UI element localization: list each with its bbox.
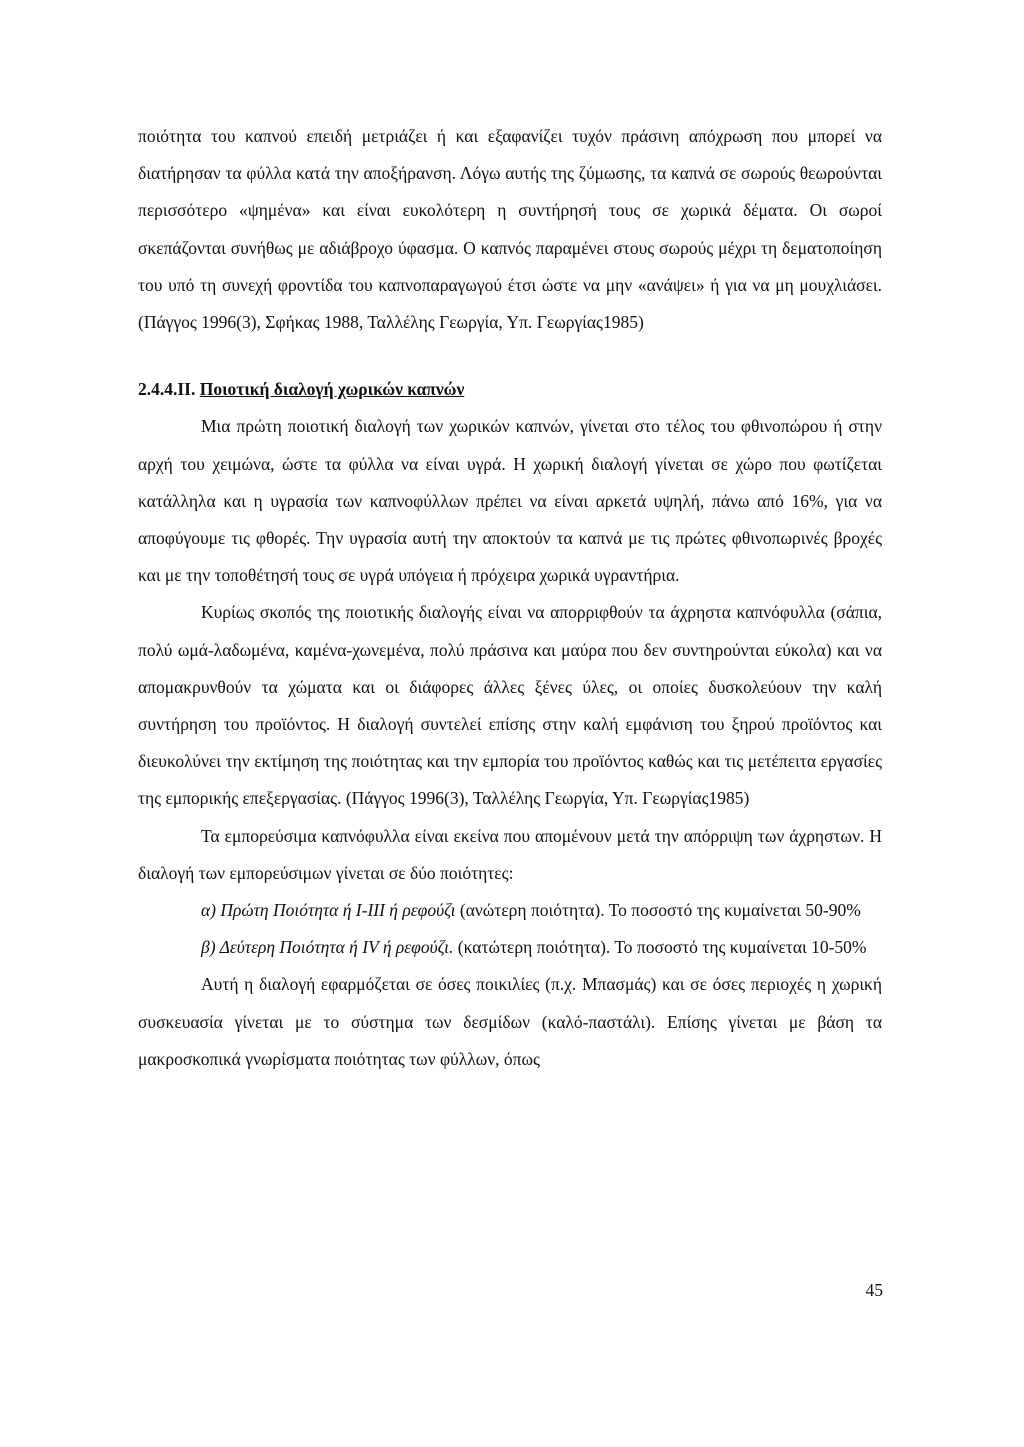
paragraph-first-sorting: Μια πρώτη ποιοτική διαλογή των χωρικών καπνών, γίνεται στο τέλος του φθινοπώρου ή στην αρχή του χειμώνα, ώστε τα φύλλα να είναι υγρά. Η χωρική διαλογή γίνεται σε χώρο που φωτίζεται κατάλληλα και η υγρασία των καπνοφύλλων πρέπει να είναι αρκετά υψηλή, πάνω από 16%, για να αποφύγουμε τις φθορές. Την υγρασία αυτή την αποκτούν τα καπνά με τις πρώτες φθινοπωρινές βροχές και με την τοποθέτησή τους σε υγρά υπόγεια ή πρόχειρα χωρικά υγραντήρια. — [138, 416, 882, 586]
section-heading — [138, 379, 464, 399]
paragraph-sorting-purpose: Κυρίως σκοπός της ποιοτικής διαλογής είναι να απορριφθούν τα άχρηστα καπνόφυλλα (σάπια, πολύ ωμά-λαδωμένα, καμένα-χωνεμένα, πολύ πράσινα και μαύρα που δεν συντηρούνται εύκολα) και να απομακρυνθούν τα χώματα και οι διάφορες άλλες ξένες ύλες, οι οποίες δυσκολεύουν την καλή συντήρηση του προϊόντος. Η διαλογή συντελεί επίσης στην καλή εμφάνιση του ξηρού προϊόντος και διευκολύνει την εκτίμηση της ποιότητας και την εμπορία του προϊόντος καθώς και τις μετέπειτα εργασίες της εμπορικής επεξεργασίας. (Πάγγος 1996(3), Ταλλέλης Γεωργία, Υπ. Γεωργίας1985) — [138, 602, 882, 809]
quality-a-label: α) Πρώτη Ποιότητα ή I-III ή ρεφούζι — [201, 900, 456, 921]
section-title: Ποιοτική διαλογή χωρικών καπνών — [199, 379, 465, 400]
section-heading-block — [138, 371, 882, 408]
quality-a-text: (ανώτερη ποιότητα). Το ποσοστό της κυμαίνεται 50-90% — [455, 900, 861, 921]
paragraph-application: Αυτή η διαλογή εφαρμόζεται σε όσες ποικιλίες (π.χ. Μπασμάς) και σε όσες περιοχές η χωρική συσκευασία γίνεται με το σύστημα των δεσμίδων (καλό-παστάλι). Επίσης γίνεται με βάση τα μακροσκοπικά γνωρίσματα ποιότητας των φύλλων, όπως — [138, 974, 882, 1069]
page-number: 45 — [865, 1280, 883, 1300]
quality-b-item — [138, 929, 882, 966]
paragraph-fermentation: ποιότητα του καπνού επειδή μετριάζει ή και εξαφανίζει τυχόν πράσινη απόχρωση που μπορεί να διατήρησαν τα φύλλα κατά την αποξήρανση. Λόγω αυτής της ζύμωσης, τα καπνά σε σωρούς θεωρούνται περισσότερο «ψημένα» και είναι ευκολότερη η συντήρησή τους σε χωρικά δέματα. Οι σωροί σκεπάζονται συνήθως με αδιάβροχο ύφασμα. Ο καπνός παραμένει στους σωρούς μέχρι τη δεματοποίηση του υπό τη συνεχή φροντίδα του καπνοπαραγωγού έτσι ώστε να μην «ανάψει» ή για να μη μουχλιάσει. (Πάγγος 1996(3), Σφήκας 1988, Ταλλέλης Γεωργία, Υπ. Γεωργίας1985) — [138, 126, 882, 333]
section-number: 2.4.4.II. — [138, 379, 196, 400]
quality-a-item — [138, 892, 882, 929]
page-body — [138, 118, 882, 1078]
quality-b-text: (κατώτερη ποιότητα). Το ποσοστό της κυμαίνεται 10-50% — [453, 937, 867, 958]
spacer — [138, 341, 882, 371]
paragraph-marketable-leaves: Τα εμπορεύσιμα καπνόφυλλα είναι εκείνα που απομένουν μετά την απόρριψη των άχρηστων. Η διαλογή των εμπορεύσιμων γίνεται σε δύο ποιότητες: — [138, 825, 882, 883]
quality-b-label: β) Δεύτερη Ποιότητα ή IV ή ρεφούζι. — [201, 937, 454, 958]
